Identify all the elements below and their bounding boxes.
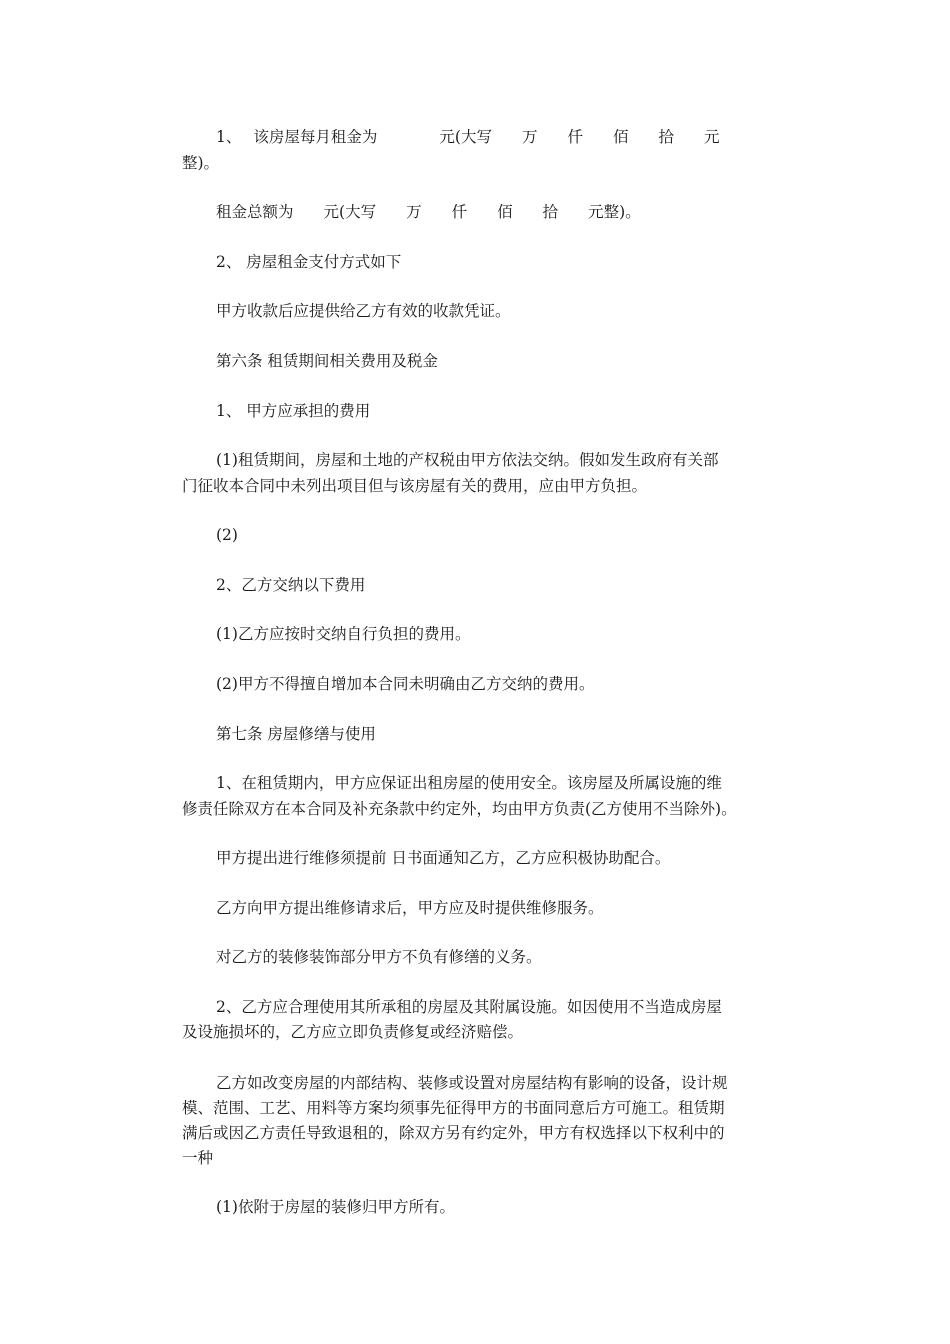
paragraph: (1)依附于房屋的装修归甲方所有。: [216, 1198, 455, 1216]
wan-unit: 万: [521, 128, 538, 146]
paragraph-continuation: 一种: [182, 1149, 214, 1167]
paragraph-continuation: 满后或因乙方责任导致退租的，除双方另有约定外，甲方有权选择以下权利中的: [182, 1124, 725, 1142]
total-shi-unit: 拾: [542, 203, 559, 221]
paragraph: (1)乙方应按时交纳自行负担的费用。: [216, 625, 471, 643]
total-rent-label: 租金总额为: [216, 203, 294, 221]
monthly-rent-label: 该房屋每月租金为: [253, 128, 378, 146]
total-yuan-daxie: 元(大写: [323, 203, 377, 221]
total-qian-unit: 仟: [451, 203, 468, 221]
total-bai-unit: 佰: [497, 203, 513, 221]
paragraph: 对乙方的装修装饰部分甲方不负有修缮的义务。: [216, 948, 542, 966]
paragraph: 1、 甲方应承担的费用: [216, 402, 371, 420]
item-number: 1、: [216, 128, 242, 146]
paragraph-continuation: 门征收本合同中未列出项目但与该房屋有关的费用，应由甲方负担。: [182, 477, 648, 495]
total-zheng-text: 元整)。: [588, 203, 641, 221]
qian-unit: 仟: [567, 128, 583, 146]
paragraph: 2、乙方交纳以下费用: [216, 576, 366, 594]
paragraph: 甲方提出进行维修须提前 日书面通知乙方，乙方应积极协助配合。: [216, 849, 671, 867]
paragraph: 1、在租赁期内，甲方应保证出租房屋的使用安全。该房屋及所属设施的维: [216, 774, 722, 792]
paragraph: 2、 房屋租金支付方式如下: [216, 253, 402, 271]
monthly-rent-line: [216, 127, 720, 147]
paragraph: (2): [216, 526, 238, 544]
paragraph: 乙方如改变房屋的内部结构、装修或设置对房屋结构有影响的设备，设计规: [216, 1074, 728, 1092]
paragraph-continuation: 模、范围、工艺、用料等方案均须事先征得甲方的书面同意后方可施工。租赁期: [182, 1099, 725, 1117]
paragraph-continuation: 及设施损坏的，乙方应立即负责修复或经济赔偿。: [182, 1023, 524, 1041]
monthly-rent-line-end: [182, 153, 219, 173]
shi-unit: 拾: [658, 128, 675, 146]
total-rent-line: [216, 202, 641, 222]
section-heading: 第七条 房屋修缮与使用: [216, 725, 376, 743]
section-heading: 第六条 租赁期间相关费用及税金: [216, 352, 438, 370]
bai-unit: 佰: [612, 128, 629, 146]
paragraph: 甲方收款后应提供给乙方有效的收款凭证。: [216, 302, 511, 320]
paragraph-continuation: 修责任除双方在本合同及补充条款中约定外，均由甲方负责(乙方使用不当除外)。: [182, 800, 737, 818]
yuan-daxie: 元(大写: [439, 128, 492, 146]
zheng-text: 整)。: [182, 154, 220, 172]
paragraph: 2、乙方应合理使用其所承租的房屋及其附属设施。如因使用不当造成房屋: [216, 998, 722, 1016]
paragraph: (1)租赁期间，房屋和土地的产权税由甲方依法交纳。假如发生政府有关部: [216, 451, 719, 469]
paragraph: (2)甲方不得擅自增加本合同未明确由乙方交纳的费用。: [216, 675, 595, 693]
paragraph: 乙方向甲方提出维修请求后，甲方应及时提供维修服务。: [216, 899, 604, 917]
yuan-unit: 元: [704, 128, 720, 146]
total-wan-unit: 万: [406, 203, 422, 221]
